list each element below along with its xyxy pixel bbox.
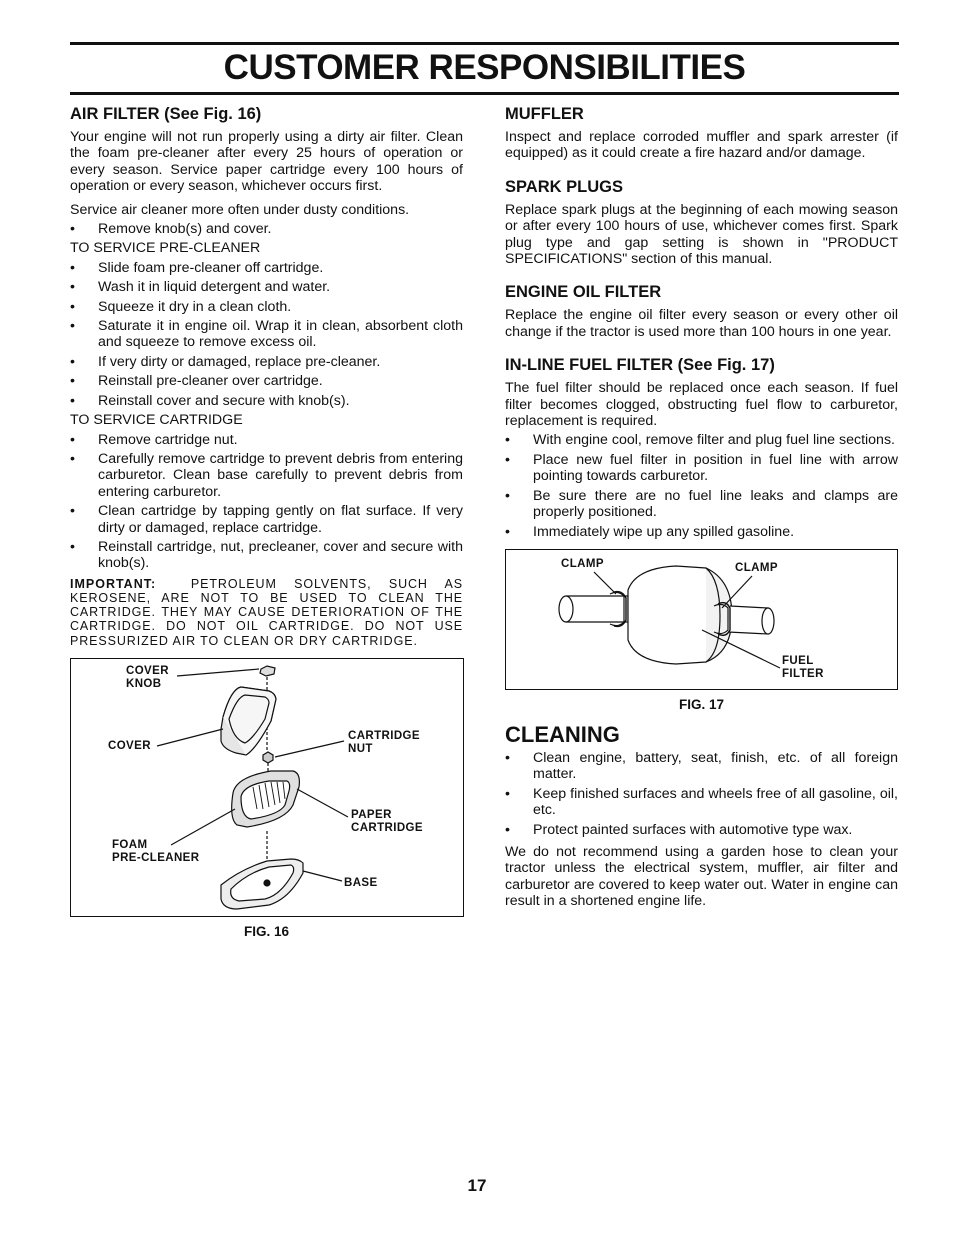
- cleaning-heading: CLEANING: [505, 721, 620, 747]
- list-item: • Be sure there are no fuel line leaks and clamps are properly positioned.: [505, 488, 898, 521]
- engine-oil-filter-heading: ENGINE OIL FILTER: [505, 283, 662, 302]
- list-item: • Reinstall cartridge, nut, precleaner, cover and secure with knob(s).: [70, 539, 463, 572]
- list-item: • Protect painted surfaces with automotive type wax.: [505, 822, 898, 838]
- fuel-filter-heading: IN-LINE FUEL FILTER (See Fig. 17): [505, 356, 775, 375]
- spark-plugs-heading: SPARK PLUGS: [505, 177, 623, 196]
- important-label: IMPORTANT:: [70, 576, 157, 591]
- list-item: • Reinstall cover and secure with knob(s).: [70, 393, 463, 409]
- list-item: • Wash it in liquid detergent and water.: [70, 279, 463, 295]
- engine-oil-filter-text: Replace the engine oil filter every season or every other oil change if the tractor is used more than 100 hours in one year.: [505, 307, 898, 340]
- page-number: 17: [467, 1176, 487, 1195]
- fuel-filter-text: The fuel filter should be replaced once each season. If fuel filter becomes clogged, obstructing fuel flow to carburetor, replacement is required.: [505, 380, 898, 430]
- cartridge-bullets: [70, 432, 463, 572]
- title-rule: [70, 92, 899, 95]
- air-filter-bullets-1: [70, 221, 463, 237]
- pre-cleaner-heading: TO SERVICE PRE-CLEANER: [70, 240, 261, 257]
- figure-17: [505, 549, 898, 690]
- figure-16: [70, 658, 464, 917]
- label-paper-cartridge: PAPER CARTRIDGE: [351, 808, 423, 834]
- label-cover: COVER: [108, 739, 151, 752]
- figure-17-caption: FIG. 17: [678, 696, 724, 712]
- list-item: • Reinstall pre-cleaner over cartridge.: [70, 373, 463, 389]
- important-notice: [70, 577, 463, 648]
- list-item: • Saturate it in engine oil. Wrap it in clean, absorbent cloth and squeeze to remove excess oil.: [70, 318, 463, 351]
- spark-plugs-text: Replace spark plugs at the beginning of each mowing season or after every 100 hours of use, whichever comes first. Spark plug type and gap setting is shown in "PRODUCT SPECIFICATIONS" section of this manual.: [505, 201, 898, 268]
- air-filter-heading: AIR FILTER (See Fig. 16): [70, 105, 262, 123]
- list-item: • Squeeze it dry in a clean cloth.: [70, 299, 463, 315]
- top-rule: [70, 42, 899, 45]
- list-item: • Clean engine, battery, seat, finish, etc. of all foreign matter.: [505, 750, 898, 783]
- cleaning-text: We do not recommend using a garden hose to clean your tractor unless the electrical system, muffler, air filter and carburetor are covered to keep water out. Water in engine can result in a shortened engine life.: [505, 843, 898, 910]
- list-item: • Carefully remove cartridge to prevent debris from entering carburetor. Clean base carefully to prevent debris from entering carburetor.: [70, 451, 463, 500]
- label-clamp-left: CLAMP: [561, 557, 604, 570]
- list-item: • Clean cartridge by tapping gently on flat surface. If very dirty or damaged, replace cartridge.: [70, 503, 463, 536]
- cartridge-heading: TO SERVICE CARTRIDGE: [70, 412, 243, 429]
- page-title: CUSTOMER RESPONSIBILITIES: [223, 48, 746, 87]
- muffler-heading: MUFFLER: [505, 105, 584, 123]
- list-item: • Place new fuel filter in position in fuel line with arrow pointing towards carburetor.: [505, 452, 898, 485]
- figure-16-caption: FIG. 16: [243, 923, 289, 939]
- label-fuel-filter: FUEL FILTER: [782, 654, 824, 680]
- label-clamp-right: CLAMP: [735, 561, 778, 574]
- air-filter-diagram: [71, 659, 463, 916]
- muffler-text: Inspect and replace corroded muffler and spark arrester (if equipped) as it could create a fire hazard and/or damage.: [505, 129, 898, 162]
- label-cover-knob: COVER KNOB: [126, 664, 169, 690]
- list-item: • If very dirty or damaged, replace pre-cleaner.: [70, 354, 463, 370]
- list-item: • Remove knob(s) and cover.: [70, 221, 463, 237]
- list-item: • With engine cool, remove filter and plug fuel line sections.: [505, 432, 898, 448]
- label-foam-pre-cleaner: FOAM PRE-CLEANER: [112, 838, 200, 864]
- pre-cleaner-bullets: [70, 260, 463, 409]
- important-text: PETROLEUM SOLVENTS, SUCH AS KEROSENE, ARE NOT TO BE USED TO CLEAN THE CARTRIDGE. THEY MAY CAUSE DETERIORATION OF THE CARTRIDGE. DO NOT OIL CARTRIDGE. DO NOT USE PRESSURIZED AIR TO CLEAN OR DRY CARTRIDGE.: [70, 576, 463, 648]
- list-item: • Slide foam pre-cleaner off cartridge.: [70, 260, 463, 276]
- air-filter-intro: Your engine will not run properly using a dirty air filter. Clean the foam pre-cleaner after every 25 hours of operation or every season. Service paper cartridge every 100 hours of operation or every season, whichever occurs first.: [70, 129, 463, 195]
- label-cartridge-nut: CARTRIDGE NUT: [348, 729, 420, 755]
- fuel-filter-bullets: [505, 432, 898, 539]
- right-column: [505, 104, 898, 917]
- air-filter-dusty: Service air cleaner more often under dusty conditions.: [70, 201, 410, 218]
- cleaning-bullets: [505, 750, 898, 838]
- list-item: • Keep finished surfaces and wheels free of all gasoline, oil, etc.: [505, 786, 898, 819]
- list-item: • Immediately wipe up any spilled gasoline.: [505, 524, 898, 540]
- label-base: BASE: [344, 876, 378, 889]
- left-column: [70, 104, 463, 949]
- list-item: • Remove cartridge nut.: [70, 432, 463, 448]
